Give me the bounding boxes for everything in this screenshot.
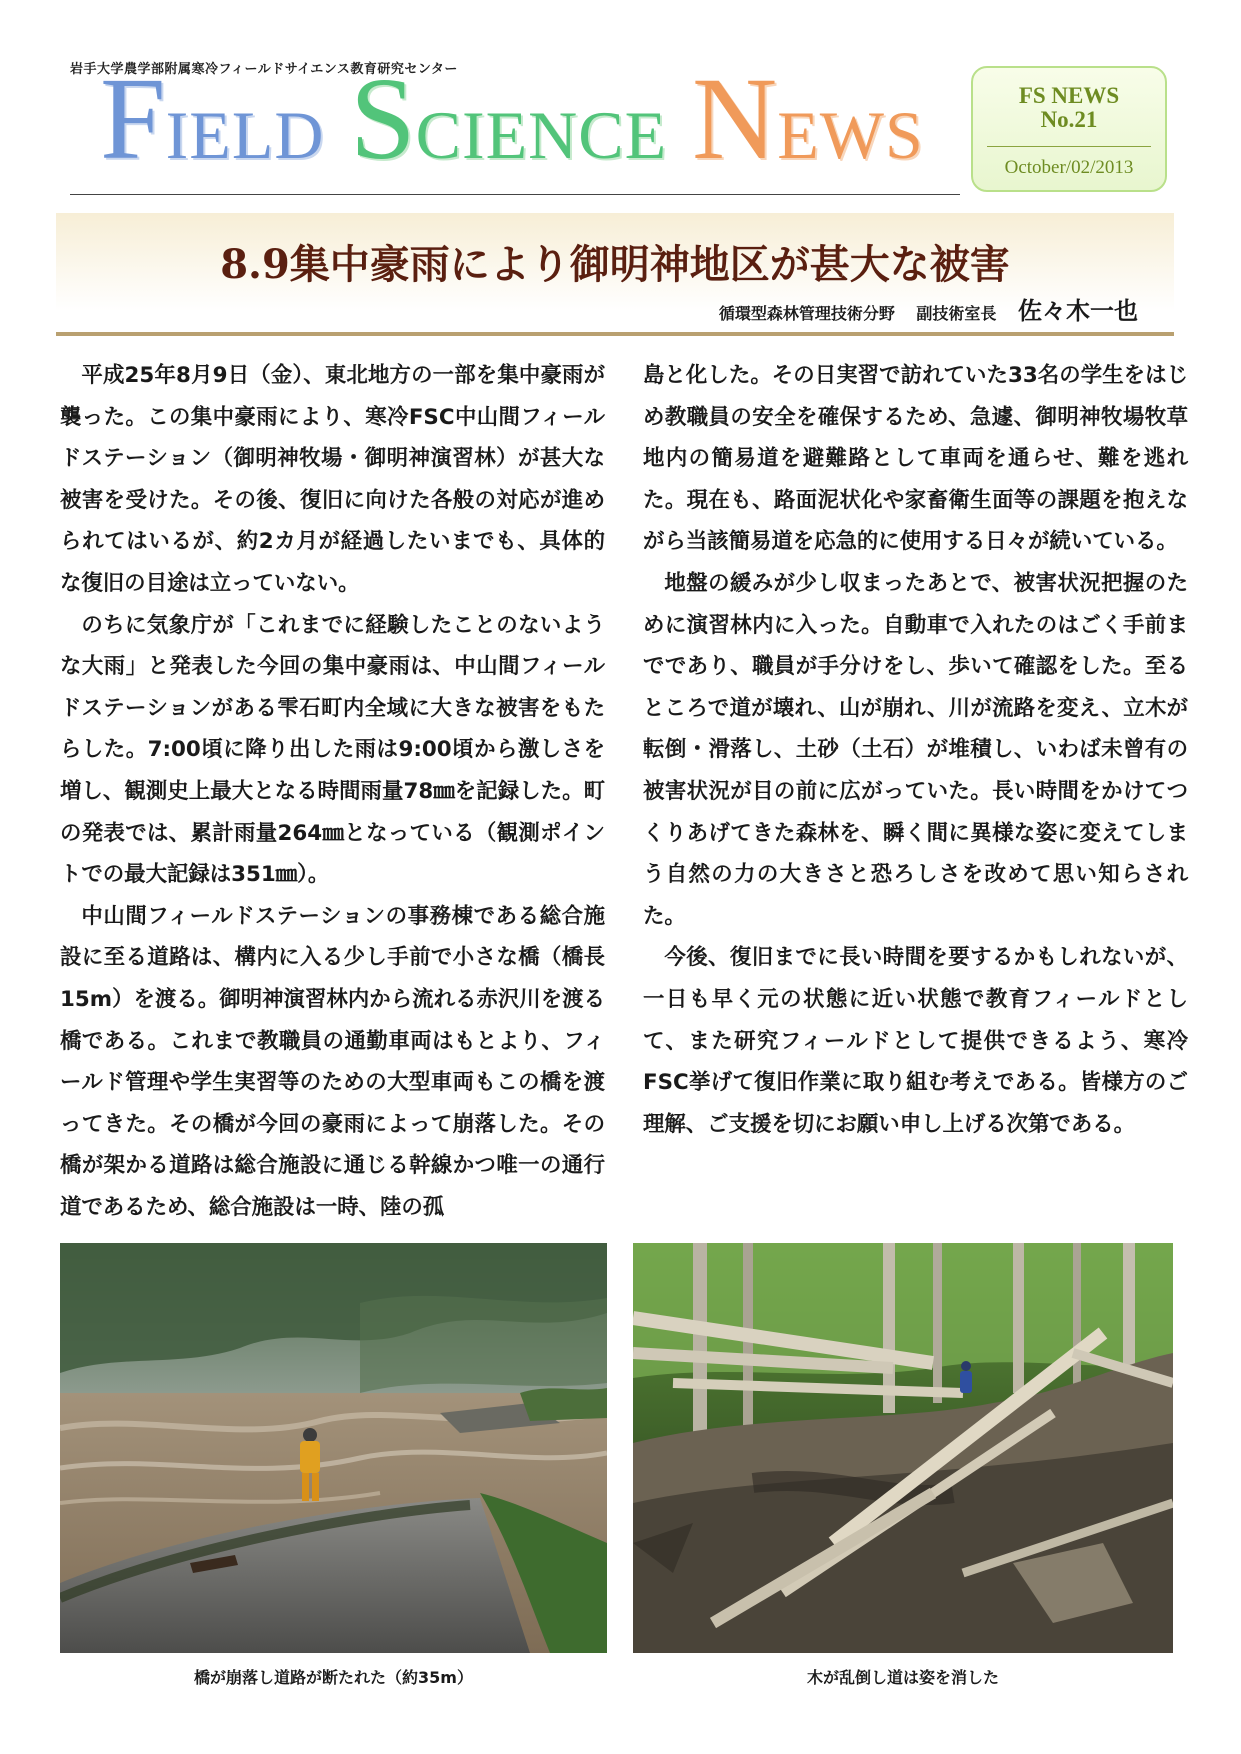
masthead-word-science: SCIENCE [350, 53, 668, 184]
paragraph: 島と化した。その日実習で訪れていた33名の学生をはじめ教職員の安全を確保するため、急遽、御明神牧場牧草地内の簡易道を避難路として車両を通らせ、難を逃れた。現在も、路面泥状化や家畜衛生面等の課題を抱えながら当該簡易道を応急的に使用する日々が続いている。 [643, 363, 1188, 555]
paragraph: 平成25年8月9日（金）、東北地方の一部を集中豪雨が襲った。この集中豪雨により、寒冷FSC中山間フィールドステーション（御明神牧場・御明神演習林）が甚大な被害を受けた。その後、復旧に向けた各般の対応が進められてはいるが、約2カ月が経過したいまでも、具体的な復旧の目途は立っていない。 [60, 363, 605, 596]
issue-badge [971, 66, 1167, 192]
article-column-right [643, 355, 1188, 1145]
paragraph: 地盤の緩みが少し収まったあとで、被害状況把握のために演習林内に入った。自動車で入れたのはごく手前までであり、職員が手分けをし、歩いて確認をした。至るところで道が壊れ、山が崩れ、川が流路を変え、立木が転倒・滑落し、土砂（土石）が堆積し、いわば未曾有の被害状況が目の前に広がっていた。長い時間をかけてつくりあげてきた森林を、瞬く間に異様な姿に変えてしまう自然の力の大きさと恐ろしさを改めて思い知らされた。 [643, 570, 1188, 929]
photo-collapsed-bridge-image [60, 1243, 607, 1653]
paragraph: 今後、復旧までに長い時間を要するかもしれないが、一日も早く元の状態に近い状態で教育フィールドとして、また研究フィールドとして提供できるよう、寒冷FSC挙げて復旧作業に取り組む考えである。皆様方のご理解、ご支援を切にお願い申し上げる次第である。 [643, 945, 1188, 1137]
masthead-word-field: FIELD [100, 53, 325, 184]
masthead-divider [70, 194, 960, 195]
article-title: 8.9集中豪雨により御明神地区が甚大な被害 [220, 241, 1010, 288]
photo-fallen-trees-image [633, 1243, 1173, 1653]
photo-caption: 橋が崩落し道路が断たれた（約35m） [194, 1668, 473, 1687]
organization-name: 岩手大学農学部附属寒冷フィールドサイエンス教育研究センター [70, 62, 458, 77]
person-figure [960, 1361, 972, 1393]
photo-caption: 木が乱倒し道は姿を消した [806, 1668, 999, 1687]
title-band [56, 213, 1174, 325]
title-divider [56, 332, 1174, 336]
issue-date: October/02/2013 [1004, 157, 1134, 179]
paragraph: のちに気象庁が「これまでに経験したことのないような大雨」と発表した今回の集中豪雨は、中山間フィールドステーションがある雫石町内全域に大きな被害をもたらした。7:00頃に降り出した雨は9:00頃から激しさを増し、観測史上最大となる時間雨量78㎜を記録した。町の発表では、累計雨量264㎜となっている（観測ポイントでの最大記録は351㎜）。 [60, 612, 605, 888]
issue-number: No.21 [1040, 107, 1098, 132]
issue-divider [987, 146, 1151, 147]
byline-department: 循環型森林管理技術分野 [718, 304, 895, 323]
issue-label: FS NEWS [1018, 83, 1120, 108]
byline-author-name: 佐々木一也 [1018, 296, 1138, 325]
byline-role: 副技術室長 [916, 304, 997, 323]
byline [719, 291, 1138, 326]
photo-fallen-trees [633, 1243, 1173, 1653]
photo-collapsed-bridge [60, 1243, 607, 1653]
article-column-left [60, 355, 605, 1228]
masthead-word-news: NEWS [692, 53, 924, 184]
paragraph: 中山間フィールドステーションの事務棟である総合施設に至る道路は、構内に入る少し手前で小さな橋（橋長15m）を渡る。御明神演習林内から流れる赤沢川を渡る橋である。これまで教職員の通勤車両はもとより、フィールド管理や学生実習等のための大型車両もこの橋を渡ってきた。その橋が今回の豪雨によって崩落した。その橋が架かる道路は総合施設に通じる幹線かつ唯一の通行道であるため、総合施設は一時、陸の孤 [60, 903, 605, 1220]
